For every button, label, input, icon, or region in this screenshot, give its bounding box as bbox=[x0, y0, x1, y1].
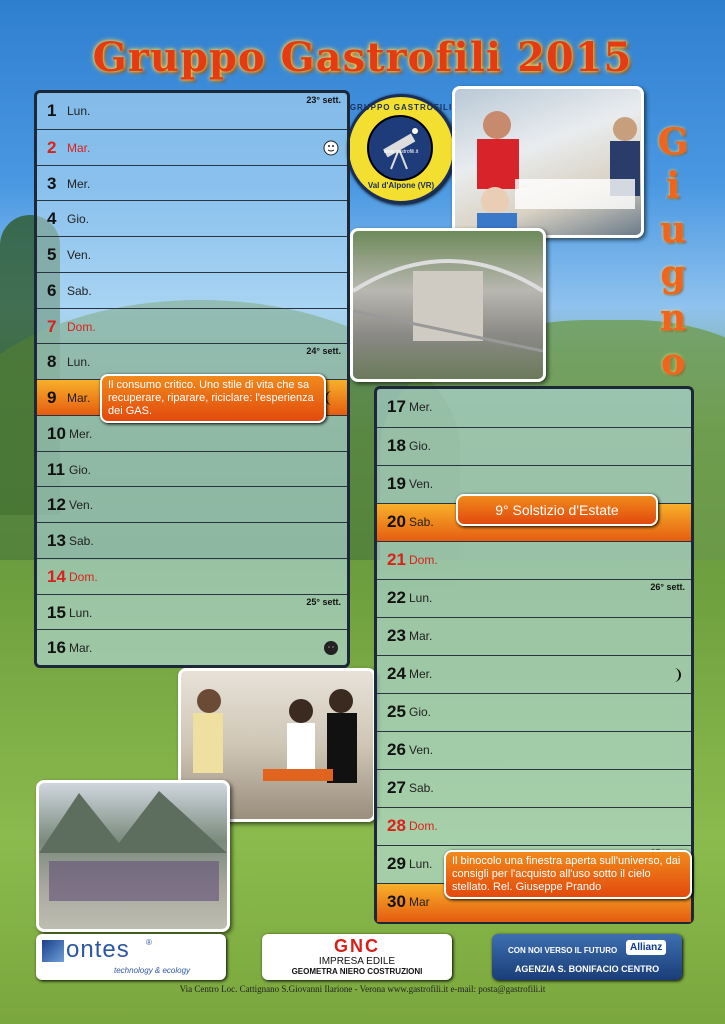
day-number: 4 bbox=[47, 209, 57, 229]
week-number: 23° sett. bbox=[306, 95, 341, 105]
allianz-brand: Allianz bbox=[626, 940, 666, 955]
day-number: 13 bbox=[47, 531, 66, 550]
day-name: Ven. bbox=[67, 248, 92, 262]
day-name: Mer. bbox=[67, 176, 91, 191]
moon-first-quarter-icon bbox=[667, 667, 683, 683]
calendar-day-row bbox=[377, 769, 691, 808]
telescope-icon bbox=[367, 115, 433, 181]
sponsor-allianz bbox=[492, 934, 682, 980]
day-number: 19 bbox=[387, 474, 406, 493]
montes-name: ontes bbox=[66, 936, 130, 963]
moon-new-icon bbox=[323, 640, 339, 656]
month-letter: g bbox=[660, 253, 686, 295]
calendar-day-row bbox=[37, 93, 347, 129]
day-name: Mer. bbox=[409, 400, 433, 414]
day-name: Dom. bbox=[409, 553, 438, 567]
sponsor-montes bbox=[36, 934, 226, 980]
calendar-day-row bbox=[377, 541, 691, 580]
logo-text-top: GRUPPO GASTROFILI bbox=[349, 103, 453, 112]
day-name: Sab. bbox=[409, 515, 434, 529]
logo-text-bottom: Val d'Alpone (VR) bbox=[367, 181, 435, 190]
calendar-day-row bbox=[37, 522, 347, 559]
day-number: 5 bbox=[47, 245, 57, 264]
month-letter: u bbox=[659, 209, 687, 251]
day-name: Dom. bbox=[69, 569, 98, 584]
day-name: Lun. bbox=[69, 605, 93, 620]
day-number: 2 bbox=[47, 137, 57, 157]
day-name: Gio. bbox=[409, 705, 432, 719]
day-name: Lun. bbox=[67, 104, 91, 118]
photo-dam bbox=[350, 228, 546, 382]
event-note-20: 9° Solstizio d'Estate bbox=[456, 494, 658, 526]
day-name: Mar. bbox=[67, 140, 91, 155]
calendar-day-row bbox=[37, 629, 347, 666]
day-name: Gio. bbox=[409, 439, 432, 453]
day-number: 14 bbox=[47, 566, 66, 586]
month-letter: n bbox=[659, 297, 687, 339]
day-name: Lun. bbox=[409, 857, 433, 871]
day-number: 23 bbox=[387, 626, 406, 645]
day-number: 1 bbox=[47, 101, 57, 120]
day-name: Dom. bbox=[67, 319, 96, 334]
day-number: 26 bbox=[387, 740, 406, 759]
calendar-day-row bbox=[377, 427, 691, 466]
day-number: 9 bbox=[47, 388, 57, 407]
day-name: Mar bbox=[409, 895, 430, 909]
week-number: 24° sett. bbox=[306, 346, 341, 357]
day-number: 7 bbox=[47, 316, 57, 336]
page-title: Gruppo Gastrofili 2015 bbox=[92, 34, 633, 81]
day-number: 24 bbox=[387, 664, 406, 683]
allianz-agency: AGENZIA S. BONIFACIO CENTRO bbox=[514, 964, 660, 974]
montes-registered: ® bbox=[146, 938, 152, 947]
event-note-9: Il consumo critico. Uno stile di vita che sa recuperare, riparare, riciclare: l'esperienza dei GAS. bbox=[100, 374, 326, 423]
montes-tagline: technology & ecology bbox=[114, 966, 191, 975]
day-number: 6 bbox=[47, 280, 57, 300]
calendar-day-row bbox=[37, 200, 347, 237]
day-number: 16 bbox=[47, 638, 66, 658]
day-name: Dom. bbox=[409, 819, 438, 833]
footer-address: Via Centro Loc. Cattignano S.Giovanni Ilarione - Verona www.gastrofili.it e-mail: posta@gastrofili.it bbox=[179, 984, 546, 994]
photo-group bbox=[36, 780, 230, 932]
day-number: 18 bbox=[387, 436, 406, 455]
calendar-day-row bbox=[37, 486, 347, 523]
calendar-day-row bbox=[37, 272, 347, 309]
calendar-day-row bbox=[377, 389, 691, 427]
day-name: Ven. bbox=[69, 498, 94, 513]
day-name: Mar. bbox=[69, 641, 93, 656]
event-note-30: Il binocolo una finestra aperta sull'universo, dai consigli per l'acquisto all'uso sotto il cielo stellato. Rel. Giuseppe Prando bbox=[444, 850, 692, 899]
calendar-day-row bbox=[37, 308, 347, 345]
allianz-slogan: CON NOI VERSO IL FUTURO bbox=[508, 946, 618, 955]
day-name: Ven. bbox=[409, 743, 434, 757]
gnc-mark: GNC bbox=[334, 936, 380, 956]
calendar-day-row bbox=[377, 655, 691, 694]
sponsor-gnc bbox=[262, 934, 452, 980]
month-letter: i bbox=[666, 165, 680, 207]
day-number: 29 bbox=[387, 854, 406, 873]
gnc-line1: IMPRESA EDILE bbox=[318, 956, 396, 967]
day-name: Sab. bbox=[409, 781, 434, 795]
calendar-day-row bbox=[377, 807, 691, 846]
calendar-day-row bbox=[37, 129, 347, 166]
calendar-day-row bbox=[37, 236, 347, 273]
day-name: Lun. bbox=[409, 591, 433, 605]
week-number: 25° sett. bbox=[306, 596, 341, 607]
day-number: 11 bbox=[47, 459, 65, 479]
day-name: Sab. bbox=[69, 534, 94, 548]
day-name: Gio. bbox=[69, 462, 92, 477]
logo-url: www.gastrofili.it bbox=[383, 149, 419, 155]
day-name: Ven. bbox=[409, 477, 434, 491]
day-number: 17 bbox=[387, 397, 406, 416]
day-name: Lun. bbox=[67, 355, 91, 370]
montes-logo-icon bbox=[42, 940, 64, 962]
photo-picnic bbox=[452, 86, 644, 238]
day-number: 28 bbox=[387, 816, 406, 835]
calendar-day-row bbox=[377, 579, 691, 618]
calendar-day-row bbox=[377, 617, 691, 656]
day-name: Mer. bbox=[69, 426, 93, 441]
gastrofili-logo bbox=[346, 94, 456, 204]
gnc-line2: GEOMETRA NIERO COSTRUZIONI bbox=[291, 967, 423, 976]
day-number: 27 bbox=[387, 778, 406, 797]
calendar-day-row bbox=[37, 451, 347, 488]
day-number: 12 bbox=[47, 495, 66, 515]
month-letter: o bbox=[660, 341, 685, 383]
calendar-day-row bbox=[37, 558, 347, 595]
day-number: 21 bbox=[387, 550, 406, 569]
month-letter: G bbox=[657, 121, 689, 163]
day-number: 10 bbox=[47, 423, 66, 443]
calendar-day-row bbox=[37, 594, 347, 631]
day-number: 8 bbox=[47, 352, 57, 372]
day-number: 22 bbox=[387, 588, 406, 607]
calendar-day-row bbox=[37, 165, 347, 202]
day-number: 15 bbox=[47, 602, 66, 622]
day-name: Mar. bbox=[409, 629, 433, 643]
day-number: 25 bbox=[387, 702, 406, 721]
day-number: 3 bbox=[47, 173, 57, 193]
day-name: Sab. bbox=[67, 283, 92, 298]
moon-full-icon bbox=[323, 140, 339, 156]
week-number: 26° sett. bbox=[650, 582, 685, 592]
calendar-right bbox=[374, 386, 694, 924]
day-name: Mer. bbox=[409, 667, 433, 681]
calendar-day-row bbox=[377, 731, 691, 770]
day-name: Gio. bbox=[67, 212, 90, 227]
day-number: 30 bbox=[387, 892, 406, 911]
calendar-day-row bbox=[377, 693, 691, 732]
day-name: Mar. bbox=[67, 391, 91, 405]
month-title bbox=[646, 120, 700, 384]
day-number: 20 bbox=[387, 512, 406, 531]
